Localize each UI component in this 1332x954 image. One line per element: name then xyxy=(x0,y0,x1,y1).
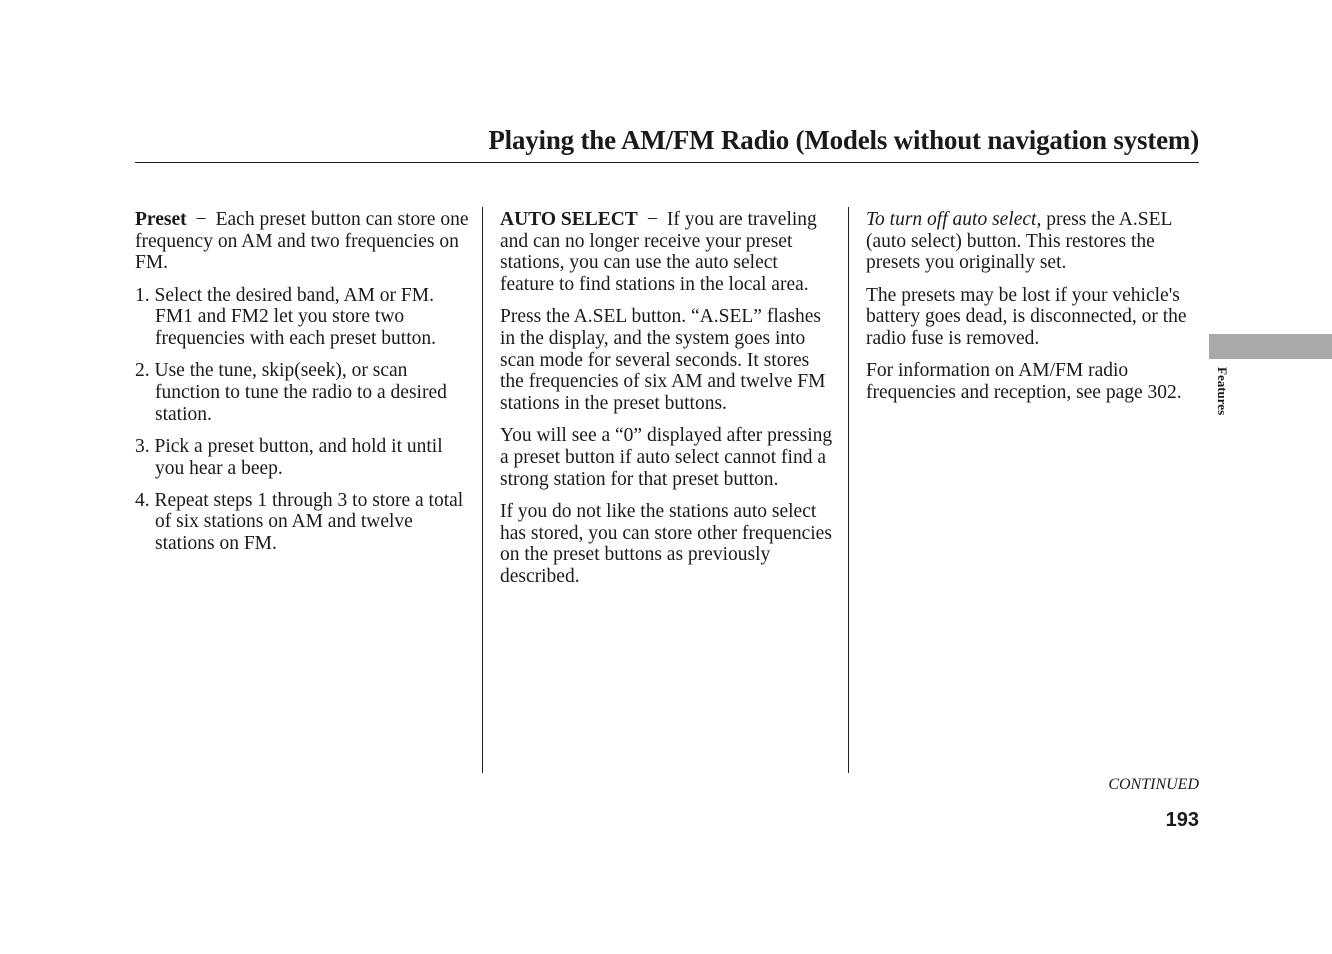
em-dash: − xyxy=(195,209,207,230)
em-dash: − xyxy=(646,209,658,230)
preset-steps-list xyxy=(135,285,470,555)
page-title: Playing the AM/FM Radio (Models without navigation system) xyxy=(488,125,1199,155)
step-item: 2. Use the tune, skip(seek), or scan function to tune the radio to a desired station. xyxy=(135,360,447,425)
section-label: Features xyxy=(1215,367,1230,416)
column-divider xyxy=(482,207,483,773)
section-tab xyxy=(1209,334,1332,359)
body-paragraph: For information on AM/FM radio frequencies and reception, see page 302. xyxy=(866,360,1182,403)
preset-paragraph xyxy=(135,209,470,274)
column-left xyxy=(135,209,470,565)
preset-heading: Preset xyxy=(135,209,187,230)
step-item: 1. Select the desired band, AM or FM. FM1 and FM2 let you store two frequencies with each preset button. xyxy=(135,284,437,350)
auto-select-text: If you are traveling and can no longer receive your preset stations, you can use the auto select feature to find stations in the local area. xyxy=(500,209,817,296)
body-paragraph: You will see a “0” displayed after pressing a preset button if auto select cannot find a strong station for that preset button. xyxy=(500,425,833,490)
turn-off-paragraph xyxy=(866,209,1201,274)
body-paragraph: Press the A.SEL button. “A.SEL” flashes in the display, and the system goes into scan mode for several seconds. It stores the frequencies of six AM and twelve FM stations in the preset buttons. xyxy=(500,306,826,415)
step-item: 3. Pick a preset button, and hold it until you hear a beep. xyxy=(135,435,443,479)
step-item: 4. Repeat steps 1 through 3 to store a total of six stations on AM and twelve stations on FM. xyxy=(135,489,464,555)
body-paragraph: If you do not like the stations auto select has stored, you can store other frequencies on the preset buttons as previously described. xyxy=(500,500,832,588)
page-number: 193 xyxy=(1165,809,1199,831)
auto-select-heading: AUTO SELECT xyxy=(500,209,638,230)
turn-off-lead: To turn off auto select, xyxy=(866,209,1042,230)
auto-select-paragraph xyxy=(500,209,836,296)
column-right xyxy=(866,209,1201,414)
turn-off-text: press the A.SEL (auto select) button. This restores the presets you originally set. xyxy=(866,209,1172,274)
column-divider xyxy=(848,207,849,773)
title-divider xyxy=(135,162,1199,163)
continued-label: CONTINUED xyxy=(1108,776,1199,793)
preset-text: Each preset button can store one frequency on AM and two frequencies on FM. xyxy=(135,209,469,274)
column-middle xyxy=(500,209,836,598)
body-paragraph: The presets may be lost if your vehicle's battery goes dead, is disconnected, or the radio fuse is removed. xyxy=(866,284,1187,350)
